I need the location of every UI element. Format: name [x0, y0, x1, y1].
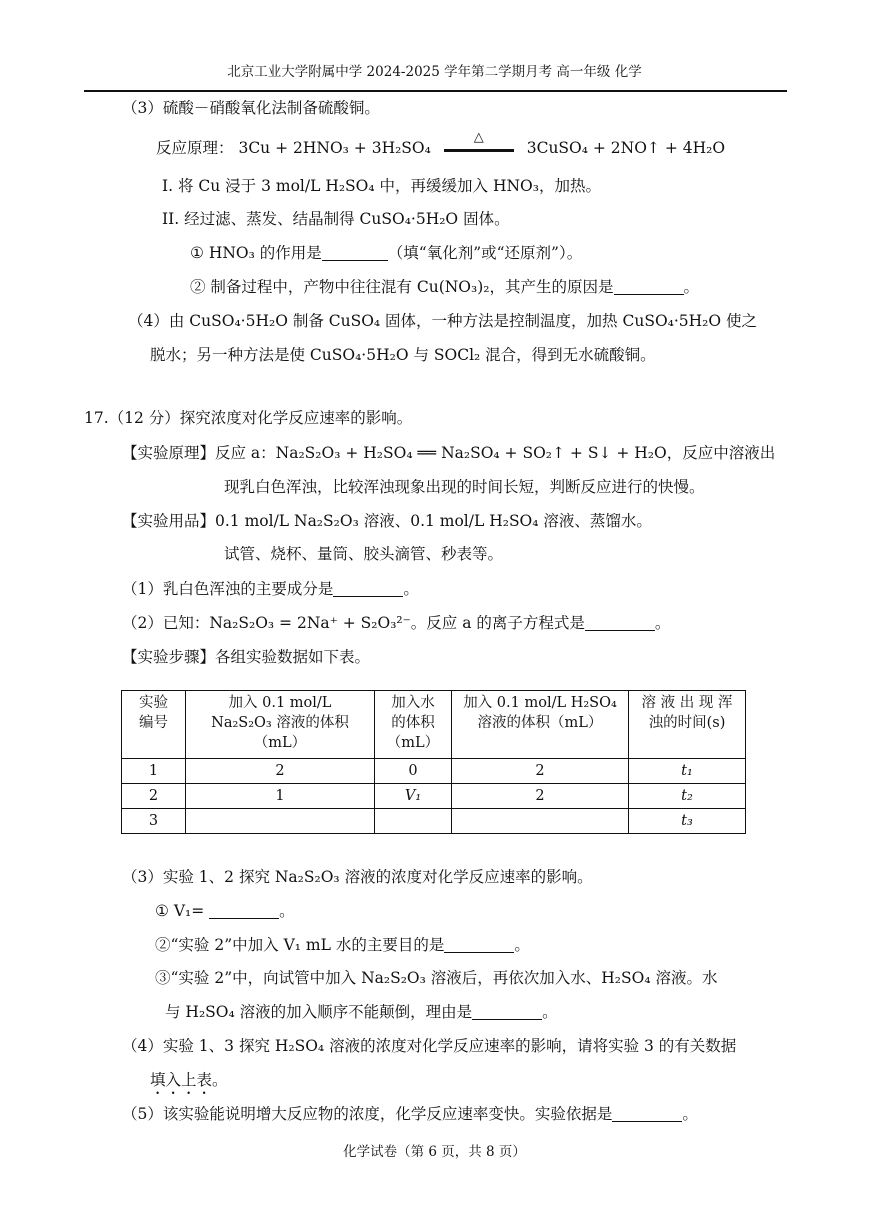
q5-text: （5）该实验能说明增大反应物的浓度，化学反应速率变快。实验依据是 [122, 1105, 613, 1123]
table-header-cell: 加入 0.1 mol/L H₂SO₄ 溶液的体积（mL） [452, 691, 629, 759]
table-cell: V₁ [375, 784, 452, 809]
sub2-text: ② 制备过程中，产物中往往混有 Cu(NO₃)₂，其产生的原因是 [190, 278, 614, 296]
q17-question-5 [122, 1102, 698, 1124]
sub1-suffix: （填“氧化剂”或“还原剂”）。 [387, 244, 583, 262]
header-rule [84, 90, 787, 92]
page-header: 北京工业大学附属中学 2024-2025 学年第二学期月考 高一年级 化学 [227, 64, 642, 80]
table-cell: 0 [375, 759, 452, 784]
q17-title: 17.（12 分）探究浓度对化学反应速率的影响。 [84, 409, 413, 427]
q3-3-text: 与 H₂SO₄ 溶液的加入顺序不能颠倒，理由是 [165, 1003, 473, 1021]
q3-sub-1 [155, 899, 295, 921]
sub-question-2 [190, 275, 699, 297]
materials-line-1: 【实验用品】0.1 mol/L Na₂S₂O₃ 溶液、0.1 mol/L H₂SO₄ 溶液、蒸馏水。 [122, 512, 652, 530]
materials-line-2: 试管、烧杯、量筒、胶头滴管、秒表等。 [224, 545, 504, 563]
answer-blank[interactable] [322, 245, 388, 262]
table-header-row [122, 691, 746, 759]
table-cell-empty[interactable] [186, 809, 375, 834]
data-table [121, 690, 746, 834]
table-header-cell: 溶 液 出 现 浑 浊的时间(s) [629, 691, 746, 759]
principle-rhs: 3CuSO₄ + 2NO↑ + 4H₂O [526, 139, 726, 157]
q17-question-1 [122, 577, 419, 599]
principle-line-2: 现乳白色浑浊，比较浑浊现象出现的时间长短，判断反应进行的快慢。 [224, 478, 705, 496]
table-header-cell: 加入 0.1 mol/L Na₂S₂O₃ 溶液的体积 （mL） [186, 691, 375, 759]
answer-blank[interactable] [209, 903, 279, 920]
principle-line-1: 【实验原理】反应 a：Na₂S₂O₃ + H₂SO₄ ══ Na₂SO₄ + SO₂↑ + S↓ + H₂O，反应中溶液出 [122, 444, 776, 462]
answer-blank[interactable] [333, 581, 403, 598]
q17-question-4-line1: （4）实验 1、3 探究 H₂SO₄ 溶液的浓度对化学反应速率的影响，请将实验 3 的有关数据 [122, 1037, 737, 1055]
page-footer: 化学试卷（第 6 页，共 8 页） [343, 1144, 526, 1160]
answer-blank[interactable] [614, 279, 684, 296]
step-1: I. 将 Cu 浸于 3 mol/L H₂SO₄ 中，再缓缓加入 HNO₃，加热。 [162, 177, 601, 195]
q17-question-4-line2 [150, 1068, 228, 1098]
q3-2-text: ②“实验 2”中加入 V₁ mL 水的主要目的是 [155, 936, 445, 954]
experiment-steps: 【实验步骤】各组实验数据如下表。 [122, 648, 371, 666]
q3-sub-3-line2 [165, 1000, 558, 1022]
table-cell: t₂ [629, 784, 746, 809]
sub2-suffix: 。 [683, 278, 700, 296]
q3-3-suffix: 。 [542, 1003, 558, 1021]
table-cell: 2 [452, 784, 629, 809]
q4-suffix: 。 [212, 1071, 228, 1089]
table-row [122, 759, 746, 784]
answer-blank[interactable] [585, 615, 655, 632]
heat-symbol-icon: △ [473, 130, 484, 145]
sub1-text: ① HNO₃ 的作用是 [190, 244, 322, 262]
table-cell: 1 [122, 759, 186, 784]
q3-1-text: ① V₁= [155, 902, 205, 920]
table-header-cell: 实验 编号 [122, 691, 186, 759]
q16-part4-line1: （4）由 CuSO₄·5H₂O 制备 CuSO₄ 固体，一种方法是控制温度，加热 CuSO₄·5H₂O 使之 [128, 312, 758, 330]
table-cell: t₁ [629, 759, 746, 784]
q2-suffix: 。 [654, 614, 671, 632]
table-row [122, 809, 746, 834]
q1-suffix: 。 [403, 580, 419, 598]
table-row [122, 784, 746, 809]
table-cell-empty[interactable] [452, 809, 629, 834]
q3-sub-2 [155, 933, 530, 955]
q16-part4-line2: 脱水；另一种方法是使 CuSO₄·5H₂O 与 SOCl₂ 混合，得到无水硫酸铜。 [150, 346, 656, 364]
answer-blank[interactable] [472, 1004, 542, 1021]
q3-sub-3-line1: ③“实验 2”中，向试管中加入 Na₂S₂O₃ 溶液后，再依次加入水、H₂SO₄ 溶液。水 [155, 969, 718, 987]
table-cell: 2 [452, 759, 629, 784]
q17-question-2 [122, 611, 670, 633]
q1-text: （1）乳白色浑浊的主要成分是 [122, 580, 334, 598]
table-cell: t₃ [629, 809, 746, 834]
table-cell: 2 [186, 759, 375, 784]
reaction-principle [156, 130, 726, 159]
table-cell-empty[interactable] [375, 809, 452, 834]
table-header-cell: 加入水 的体积 （mL） [375, 691, 452, 759]
q3-2-suffix: 。 [514, 936, 530, 954]
heating-arrow [444, 130, 514, 159]
answer-blank[interactable] [444, 937, 514, 954]
q3-1-suffix: 。 [279, 902, 295, 920]
table-cell: 1 [186, 784, 375, 809]
principle-lhs: 3Cu + 2HNO₃ + 3H₂SO₄ [238, 139, 431, 157]
q5-suffix: 。 [682, 1105, 698, 1123]
table-cell: 2 [122, 784, 186, 809]
answer-blank[interactable] [612, 1106, 682, 1123]
sub-question-1 [190, 241, 582, 263]
q17-question-3-title: （3）实验 1、2 探究 Na₂S₂O₃ 溶液的浓度对化学反应速率的影响。 [122, 868, 593, 886]
table-cell: 3 [122, 809, 186, 834]
principle-label: 反应原理： [156, 139, 234, 157]
q16-part3-title: （3）硫酸－硝酸氧化法制备硫酸铜。 [122, 99, 380, 117]
step-2: II. 经过滤、蒸发、结晶制得 CuSO₄·5H₂O 固体。 [162, 210, 510, 228]
emphasis-text: 填入上表 [150, 1071, 213, 1089]
q2-text: （2）已知：Na₂S₂O₃ = 2Na⁺ + S₂O₃²⁻。反应 a 的离子方程式是 [122, 614, 585, 632]
